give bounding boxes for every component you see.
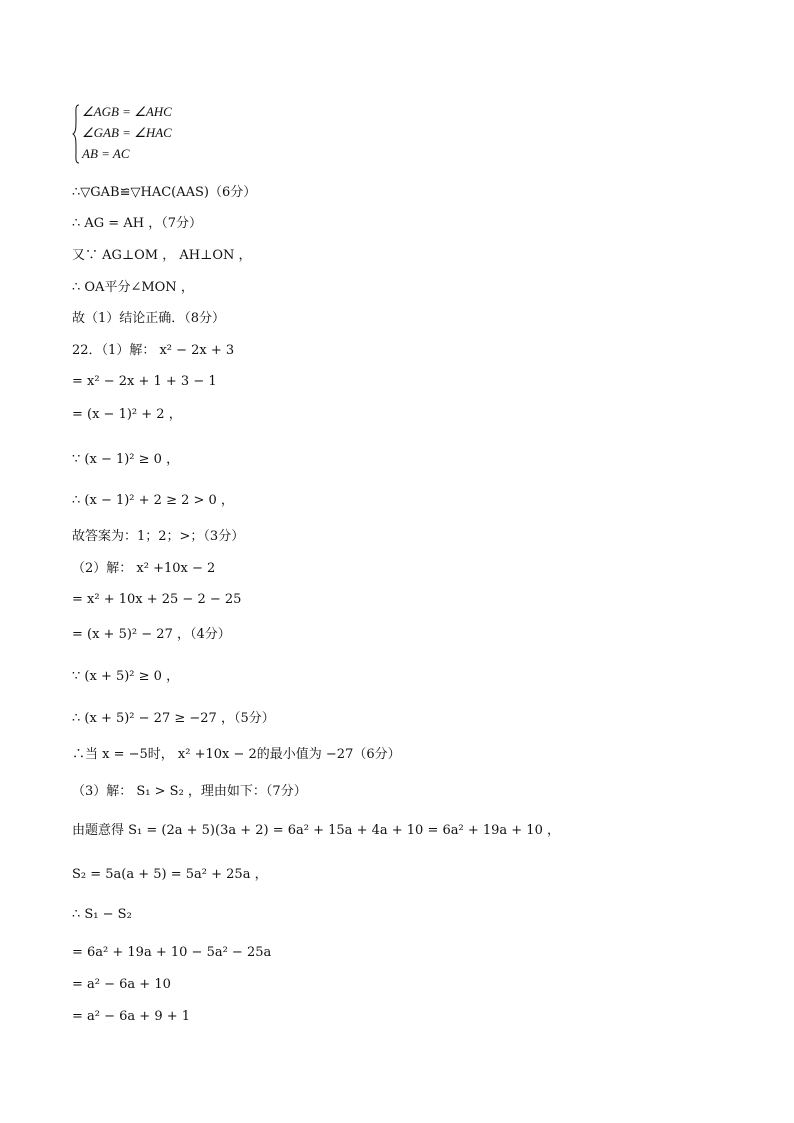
text-line: ∴ (x + 5)² − 27 ≥ −27 ，（5分）	[72, 711, 275, 726]
text-line: ∴ S₁ − S₂	[72, 907, 132, 922]
text-line: ∵ (x − 1)² ≥ 0 ，	[72, 452, 180, 467]
text-line: = (x + 5)² − 27 ，（4分）	[72, 627, 231, 642]
text-line: （3）解： S₁ > S₂ ，理由如下：（7分）	[72, 784, 307, 799]
text-line: （2）解： x² +10x − 2	[72, 561, 216, 576]
text-line: = a² − 6a + 10	[72, 977, 171, 992]
text-line: ∴▽GAB≌▽HAC(AAS)（6分）	[72, 185, 257, 200]
text-line: 故（1）结论正确．（8分）	[72, 311, 226, 326]
text-line: ∵ (x + 5)² ≥ 0 ，	[72, 669, 180, 684]
left-brace-icon	[72, 104, 80, 164]
text-line: 故答案为：1；2；>；（3分）	[72, 529, 245, 544]
text-line: 由题意得 S₁ = (2a + 5)(3a + 2) = 6a² + 15a + 4a + 10 = 6a² + 19a + 10 ，	[72, 823, 560, 838]
text-line: = (x − 1)² + 2 ，	[72, 407, 182, 422]
system-row-1: ∠AGB = ∠AHC	[82, 104, 172, 119]
text-line: ∴ (x − 1)² + 2 ≥ 2 > 0 ，	[72, 493, 234, 508]
text-line: = a² − 6a + 9 + 1	[72, 1009, 191, 1024]
text-line: ∴当 x = −5时， x² +10x − 2的最小值为 −27（6分）	[72, 747, 401, 762]
text-line: = x² − 2x + 1 + 3 − 1	[72, 374, 217, 389]
text-line: = 6a² + 19a + 10 − 5a² − 25a	[72, 945, 272, 960]
equation-system	[72, 102, 232, 166]
text-line: ∴ AG = AH ，（7分）	[72, 216, 202, 231]
system-row-2: ∠GAB = ∠HAC	[82, 125, 172, 140]
text-line: 22．（1）解： x² − 2x + 3	[72, 343, 235, 358]
text-line: = x² + 10x + 25 − 2 − 25	[72, 592, 242, 607]
text-line: ∴ OA平分∠MON ，	[72, 280, 194, 295]
text-line: 又∵ AG⊥OM ， AH⊥ON ，	[72, 248, 252, 263]
system-row-3: AB = AC	[82, 146, 130, 161]
text-line: S₂ = 5a(a + 5) = 5a² + 25a ，	[72, 867, 268, 882]
